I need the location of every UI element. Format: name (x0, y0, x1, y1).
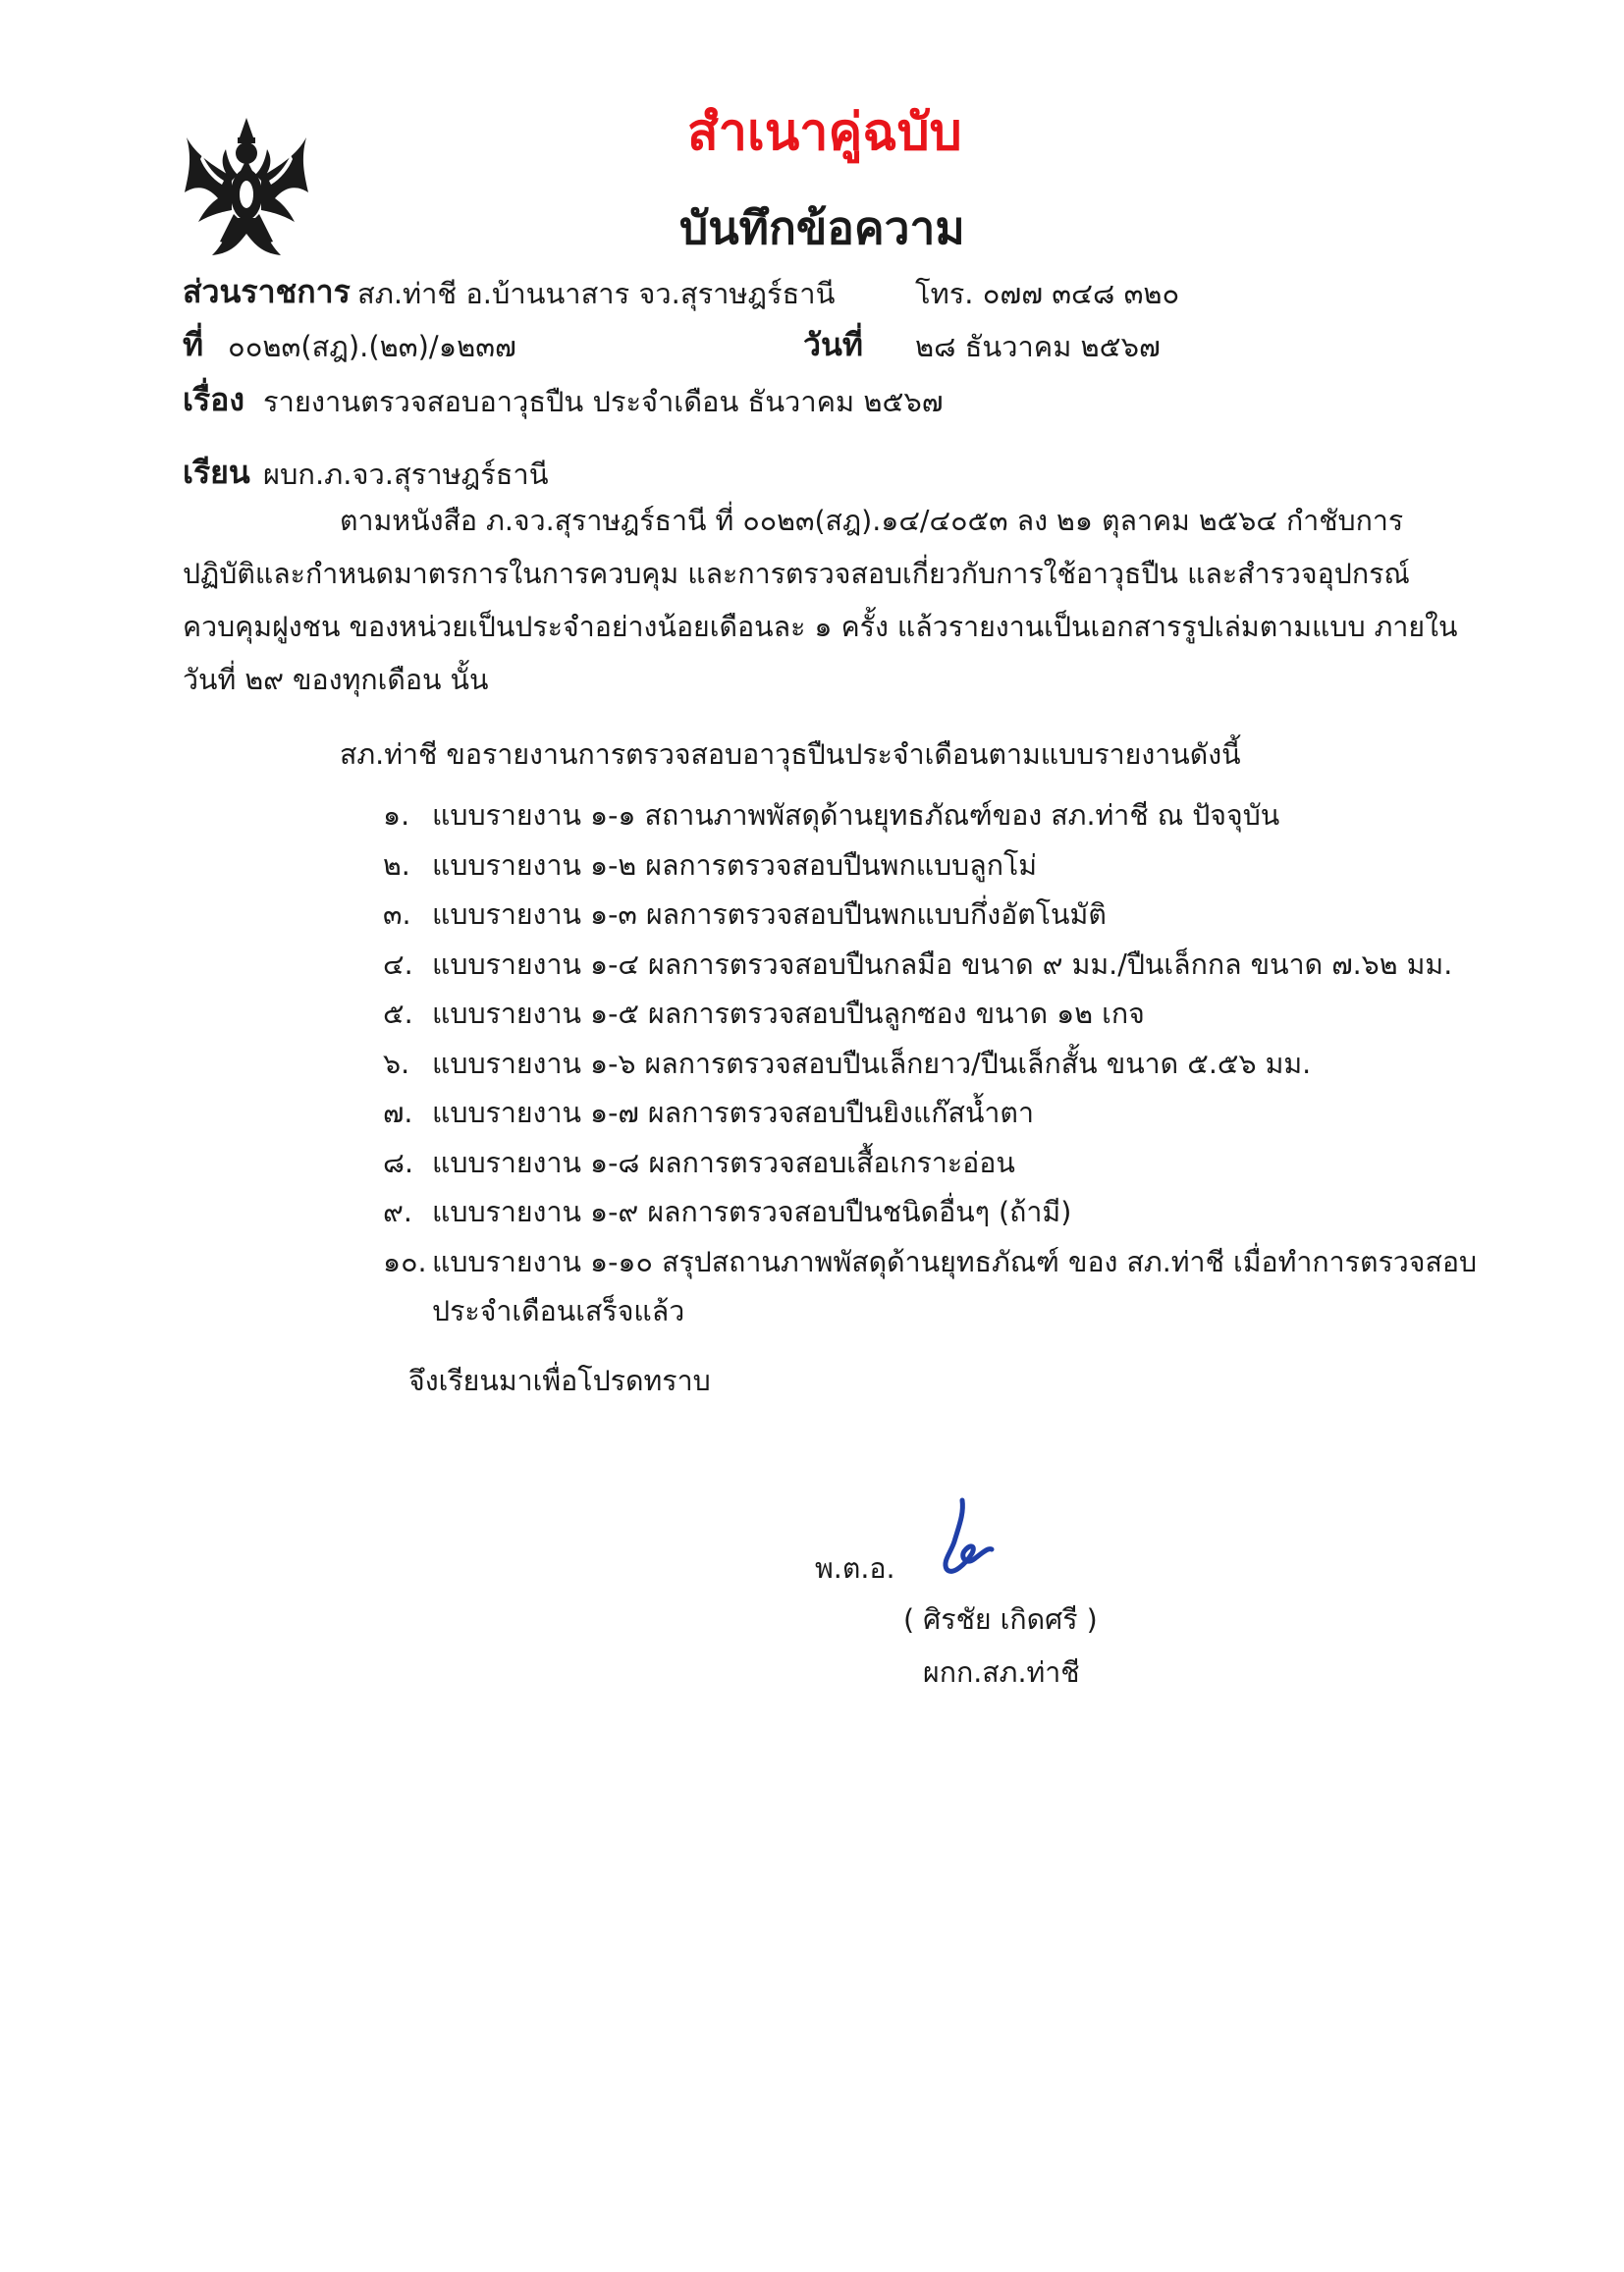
signer-name: ( ศิรชัย เกิดศรี ) (903, 1603, 1098, 1636)
ref-label: ที่ (183, 326, 204, 363)
signer-rank: พ.ต.อ. (815, 1552, 895, 1585)
list-item-text: แบบรายงาน ๑-๒ ผลการตรวจสอบปืนพกแบบลูกโม่ (432, 848, 1038, 882)
list-item-number: ๘. (383, 1146, 414, 1179)
paragraph-line: วันที่ ๒๙ ของทุกเดือน นั้น (183, 664, 489, 696)
paragraph-line: ปฏิบัติและกำหนดมาตรการในการควบคุม และการตรวจสอบเกี่ยวกับการใช้อาวุธปืน และสำรวจอุปกรณ์ (183, 558, 1410, 590)
list-item (383, 791, 1473, 841)
date-label: วันที่ (803, 326, 863, 363)
list-item (383, 891, 1473, 941)
addressee-label: เรียน (183, 454, 250, 491)
signer-position: ผกก.สภ.ท่าชี (923, 1656, 1080, 1689)
report-list (383, 791, 1478, 1337)
phone-number: โทร. ๐๗๗ ๓๔๘ ๓๒๐ (915, 277, 1180, 310)
copy-stamp: สำเนาคู่ฉบับ (687, 103, 962, 162)
agency-value: สภ.ท่าชี อ.บ้านนาสาร จว.สุราษฎร์ธานี (357, 277, 836, 310)
list-item-text: แบบรายงาน ๑-๔ ผลการตรวจสอบปืนกลมือ ขนาด ๙ มม./ปืนเล็กกล ขนาด ๗.๖๒ มม. (432, 947, 1453, 981)
list-item-text: แบบรายงาน ๑-๗ ผลการตรวจสอบปืนยิงแก๊สน้ำตา (432, 1097, 1034, 1129)
list-item-number: ๕. (383, 998, 413, 1030)
list-item-number: ๓. (383, 898, 411, 931)
subject-label: เรื่อง (183, 381, 244, 418)
list-item-number: ๗. (383, 1097, 413, 1129)
list-item (383, 1238, 1478, 1288)
list-item (383, 941, 1473, 991)
addressee-value: ผบก.ภ.จว.สุราษฎร์ธานี (263, 458, 549, 491)
list-item-text: แบบรายงาน ๑-๘ ผลการตรวจสอบเสื้อเกราะอ่อน (432, 1146, 1015, 1179)
list-item (383, 1188, 1473, 1238)
list-item-number: ๒. (383, 848, 410, 882)
list-item-text: แบบรายงาน ๑-๑ สถานภาพพัสดุด้านยุทธภัณฑ์ของ สภ.ท่าชี ณ ปัจจุบัน (432, 799, 1280, 832)
agency-label: ส่วนราชการ (183, 273, 351, 310)
list-item-text: แบบรายงาน ๑-๙ ผลการตรวจสอบปืนชนิดอื่นๆ (ถ้ามี) (432, 1196, 1072, 1228)
list-item-number: ๔. (383, 947, 413, 981)
list-item-number: ๙. (383, 1196, 412, 1228)
list-item-number: ๖. (383, 1047, 410, 1080)
list-item (383, 841, 1473, 892)
list-item-text: แบบรายงาน ๑-๓ ผลการตรวจสอบปืนพกแบบกึ่งอัตโนมัติ (432, 898, 1107, 931)
list-item-text: แบบรายงาน ๑-๑๐ สรุปสถานภาพพัสดุด้านยุทธภัณฑ์ ของ สภ.ท่าชี เมื่อทำการตรวจสอบ (432, 1245, 1478, 1278)
list-item-continuation: ประจำเดือนเสร็จแล้ว (432, 1295, 685, 1327)
subject-value: รายงานตรวจสอบอาวุธปืน ประจำเดือน ธันวาคม ๒๕๖๗ (263, 385, 944, 418)
list-item-number: ๑๐. (383, 1245, 427, 1278)
body-paragraph (183, 495, 1463, 707)
list-item-number: ๑. (383, 799, 410, 832)
date-value: ๒๘ ธันวาคม ๒๕๖๗ (915, 330, 1161, 363)
garuda-emblem-icon (183, 116, 310, 263)
handwritten-signature (933, 1494, 1001, 1583)
closing-line: จึงเรียนมาเพื่อโปรดทราบ (408, 1365, 711, 1397)
list-item (383, 1089, 1473, 1139)
ref-number: ๐๐๒๓(สฎ).(๒๓)/๑๒๓๗ (228, 330, 516, 363)
report-intro: สภ.ท่าชี ขอรายงานการตรวจสอบอาวุธปืนประจำเดือนตามแบบรายงานดังนี้ (340, 738, 1241, 771)
paragraph-line (183, 495, 1463, 548)
list-item (383, 990, 1473, 1040)
list-item (383, 1139, 1473, 1189)
memo-title: บันทึกข้อความ (679, 201, 965, 254)
paragraph-line: ควบคุมฝูงชน ของหน่วยเป็นประจำอย่างน้อยเดือนละ ๑ ครั้ง แล้วรายงานเป็นเอกสารรูปเล่มตามแบบ ภายใน (183, 611, 1458, 643)
paragraph-line-text: ตามหนังสือ ภ.จว.สุราษฎร์ธานี ที่ ๐๐๒๓(สฎ).๑๔/๔๐๕๓ ลง ๒๑ ตุลาคม ๒๕๖๔ กำชับการ (340, 505, 1404, 537)
list-item-text: แบบรายงาน ๑-๕ ผลการตรวจสอบปืนลูกซอง ขนาด ๑๒ เกจ (432, 998, 1145, 1030)
list-item-text: แบบรายงาน ๑-๖ ผลการตรวจสอบปืนเล็กยาว/ปืนเล็กสั้น ขนาด ๕.๕๖ มม. (432, 1047, 1312, 1080)
list-item (383, 1040, 1473, 1090)
